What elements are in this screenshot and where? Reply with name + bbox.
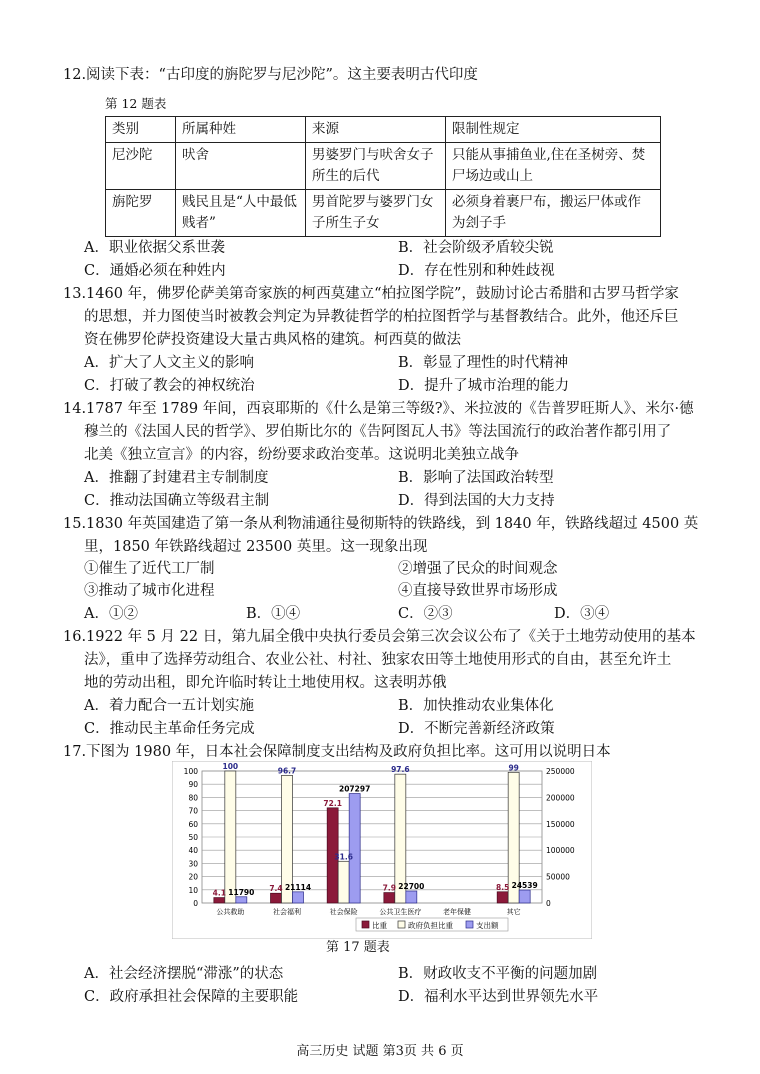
- q12-stem: 12.阅读下表：“古印度的旃陀罗与尼沙陀”。这主要表明古代印度: [63, 67, 478, 83]
- table-cell: 男首陀罗与婆罗门女子所生子女: [306, 190, 446, 237]
- x-tick-label: 公共救助: [216, 908, 245, 916]
- data-label: 21114: [284, 882, 312, 892]
- q12-option-b[interactable]: B．社会阶级矛盾较尖锐: [398, 240, 554, 256]
- q16-option-c[interactable]: C．推动民主革命任务完成: [84, 721, 255, 737]
- table-cell: 尼沙陀: [106, 143, 176, 190]
- bar-政府负担比重: [225, 771, 236, 903]
- right-tick-label: 0: [546, 899, 551, 908]
- x-tick-label: 老年保健: [443, 908, 471, 916]
- page-footer: 高三历史 试题 第3页 共 6 页: [296, 1044, 464, 1059]
- q14-option-b[interactable]: B．影响了法国政治转型: [398, 470, 554, 486]
- q15-option-a[interactable]: A．①②: [84, 606, 138, 622]
- q12-caption: 第 12 题表: [105, 96, 167, 111]
- right-tick-label: 200000: [546, 793, 575, 803]
- table-cell: 旃陀罗: [106, 190, 176, 237]
- x-tick-label: 社会福利: [273, 908, 301, 916]
- q15-option-b[interactable]: B．①④: [246, 606, 301, 622]
- right-tick-label: 50000: [546, 872, 570, 882]
- data-label: 7.9: [382, 883, 396, 893]
- bar-支出额: [293, 892, 304, 903]
- data-label: 31.6: [334, 852, 353, 862]
- q16-option-d[interactable]: D．不断完善新经济政策: [398, 721, 555, 737]
- bar-比重: [384, 893, 395, 903]
- bar-支出额: [519, 890, 530, 903]
- table-row: [106, 143, 661, 190]
- legend-swatch: [398, 921, 405, 928]
- legend-label: 比重: [372, 921, 387, 930]
- data-label: 207297: [339, 784, 371, 794]
- data-label: 97.6: [391, 765, 410, 775]
- q15-stem-line: 15.1830 年英国建造了第一条从利物浦通往曼彻斯特的铁路线，到 1840 年，铁路线超过 4500 英: [63, 516, 699, 532]
- left-tick-label: 0: [193, 899, 198, 908]
- q16-option-b[interactable]: B．加快推动农业集体化: [398, 698, 554, 714]
- left-tick-label: 50: [188, 833, 198, 842]
- data-label: 22700: [398, 882, 425, 892]
- q16-stem-line: 地的劳动出租，即允许临时转让土地使用权。这表明苏俄: [84, 675, 447, 691]
- q15-option-d[interactable]: D．③④: [554, 606, 610, 622]
- q15-item-2: ②增强了民众的时间观念: [398, 561, 558, 577]
- data-label: 99: [508, 763, 519, 773]
- q13-option-b[interactable]: B．彰显了理性的时代精神: [398, 355, 569, 371]
- right-tick-label: 100000: [546, 846, 575, 856]
- q15-stem-line: 里，1850 年铁路线超过 23500 英里。这一现象出现: [84, 539, 428, 555]
- left-tick-label: 60: [188, 819, 198, 829]
- q16-stem-line: 法》，重申了选择劳动组合、农业公社、村社、独家农田等土地使用形式的自由，甚至允许土: [84, 652, 672, 668]
- q17-option-a[interactable]: A．社会经济摆脱“滞涨”的状态: [84, 966, 284, 982]
- q13-stem-line: 13.1460 年，佛罗伦萨美第奇家族的柯西莫建立“柏拉图学院”，鼓励讨论古希腊和古罗马哲学家: [63, 286, 679, 302]
- left-tick-label: 10: [188, 885, 198, 895]
- q14-option-d[interactable]: D．得到法国的大力支持: [398, 493, 555, 509]
- data-label: 11790: [228, 887, 255, 897]
- q12-option-a[interactable]: A．职业依据父系世袭: [84, 240, 225, 256]
- data-label: 24539: [511, 881, 538, 891]
- left-tick-label: 30: [188, 859, 198, 869]
- q13-stem-line: 的思想，并力图使当时被教会判定为异教徒哲学的柏拉图哲学与基督教结合。此外，他还斥巨: [84, 309, 679, 325]
- q15-item-4: ④直接导致世界市场形成: [398, 583, 558, 599]
- q17-option-d[interactable]: D．福利水平达到世界领先水平: [398, 989, 599, 1005]
- table-cell: 贱民且是“人中最低贱者”: [176, 190, 306, 237]
- legend-label: 支出额: [476, 921, 499, 930]
- bar-比重: [271, 893, 282, 903]
- table-header-cell: 所属种姓: [176, 117, 306, 143]
- legend-swatch: [466, 921, 473, 928]
- q12-option-d[interactable]: D．存在性别和种姓歧视: [398, 263, 555, 279]
- data-label: 8.5: [496, 882, 510, 892]
- q17-option-c[interactable]: C．政府承担社会保障的主要职能: [84, 989, 299, 1005]
- q13-option-c[interactable]: C．打破了教会的神权统治: [84, 378, 255, 394]
- x-tick-label: 社会保险: [329, 908, 358, 916]
- q17-option-b[interactable]: B．财政收支不平衡的问题加剧: [398, 966, 598, 982]
- q16-option-a[interactable]: A．着力配合一五计划实施: [84, 698, 254, 714]
- table-cell: 男婆罗门与吠舍女子所生的后代: [306, 143, 446, 190]
- q15-item-3: ③推动了城市化进程: [84, 583, 215, 599]
- left-tick-label: 40: [188, 846, 198, 856]
- q17-chart: [172, 761, 592, 939]
- table-header-row: [106, 117, 661, 143]
- bar-比重: [497, 892, 508, 903]
- bar-比重: [214, 898, 225, 903]
- data-label: 96.7: [277, 766, 297, 776]
- data-label: 100: [222, 762, 239, 771]
- q15-item-1: ①催生了近代工厂制: [84, 561, 215, 577]
- left-tick-label: 20: [188, 872, 198, 882]
- left-tick-label: 90: [188, 780, 198, 790]
- bar-政府负担比重: [338, 861, 349, 903]
- x-tick-label: 其它: [506, 908, 521, 916]
- q13-option-a[interactable]: A．扩大了人文主义的影响: [84, 355, 254, 371]
- q15-option-c[interactable]: C．②③: [398, 606, 453, 622]
- q17-stem: 17.下图为 1980 年，日本社会保障制度支出结构及政府负担比率。这可用以说明日本: [63, 744, 611, 760]
- q14-stem-line: 北美《独立宣言》的内容，纷纷要求政治变革。这说明北美独立战争: [84, 447, 519, 463]
- q13-stem-line: 资在佛罗伦萨投资建设大量古典风格的建筑。柯西莫的做法: [84, 332, 461, 348]
- data-label: 4.1: [212, 888, 226, 898]
- q14-option-c[interactable]: C．推动法国确立等级君主制: [84, 493, 270, 509]
- q16-stem-line: 16.1922 年 5 月 22 日，第九届全俄中央执行委员会第三次会议公布了《关于土地劳动使用的基本: [63, 629, 696, 645]
- data-label: 7.4: [269, 884, 283, 894]
- table-cell: 吠舍: [176, 143, 306, 190]
- q17-caption: 第 17 题表: [326, 940, 390, 955]
- table-cell: 必须身着裹尸布，搬运尸体或作为刽子手: [446, 190, 661, 237]
- q14-option-a[interactable]: A．推翻了封建君主专制制度: [84, 470, 269, 486]
- x-tick-label: 公共卫生医疗: [379, 908, 422, 916]
- table-cell: 只能从事捕鱼业,住在圣树旁、焚尸场边或山上: [446, 143, 661, 190]
- bar-支出额: [406, 891, 417, 903]
- table-row: [106, 190, 661, 237]
- q14-stem-line: 14.1787 年至 1789 年间，西哀耶斯的《什么是第三等级?》、米拉波的《告普罗旺斯人》、米尔·德: [63, 401, 694, 417]
- legend-label: 政府负担比重: [408, 921, 453, 930]
- right-tick-label: 150000: [546, 819, 575, 829]
- table-header-cell: 类别: [106, 117, 176, 143]
- q12-table: [105, 116, 661, 237]
- data-label: 72.1: [323, 798, 342, 808]
- table-header-cell: 来源: [306, 117, 446, 143]
- legend-swatch: [362, 921, 369, 928]
- q14-stem-line: 穆兰的《法国人民的哲学》、罗伯斯比尔的《告阿图瓦人书》等法国流行的政治著作都引用了: [84, 424, 672, 440]
- bar-支出额: [236, 897, 247, 903]
- q12-option-c[interactable]: C．通婚必须在种姓内: [84, 263, 226, 279]
- left-tick-label: 100: [183, 767, 198, 776]
- table-header-cell: 限制性规定: [446, 117, 661, 143]
- bar-支出额: [349, 794, 360, 903]
- left-tick-label: 70: [188, 806, 198, 816]
- q13-option-d[interactable]: D．提升了城市治理的能力: [398, 378, 570, 394]
- right-tick-label: 250000: [546, 767, 575, 776]
- left-tick-label: 80: [188, 793, 198, 803]
